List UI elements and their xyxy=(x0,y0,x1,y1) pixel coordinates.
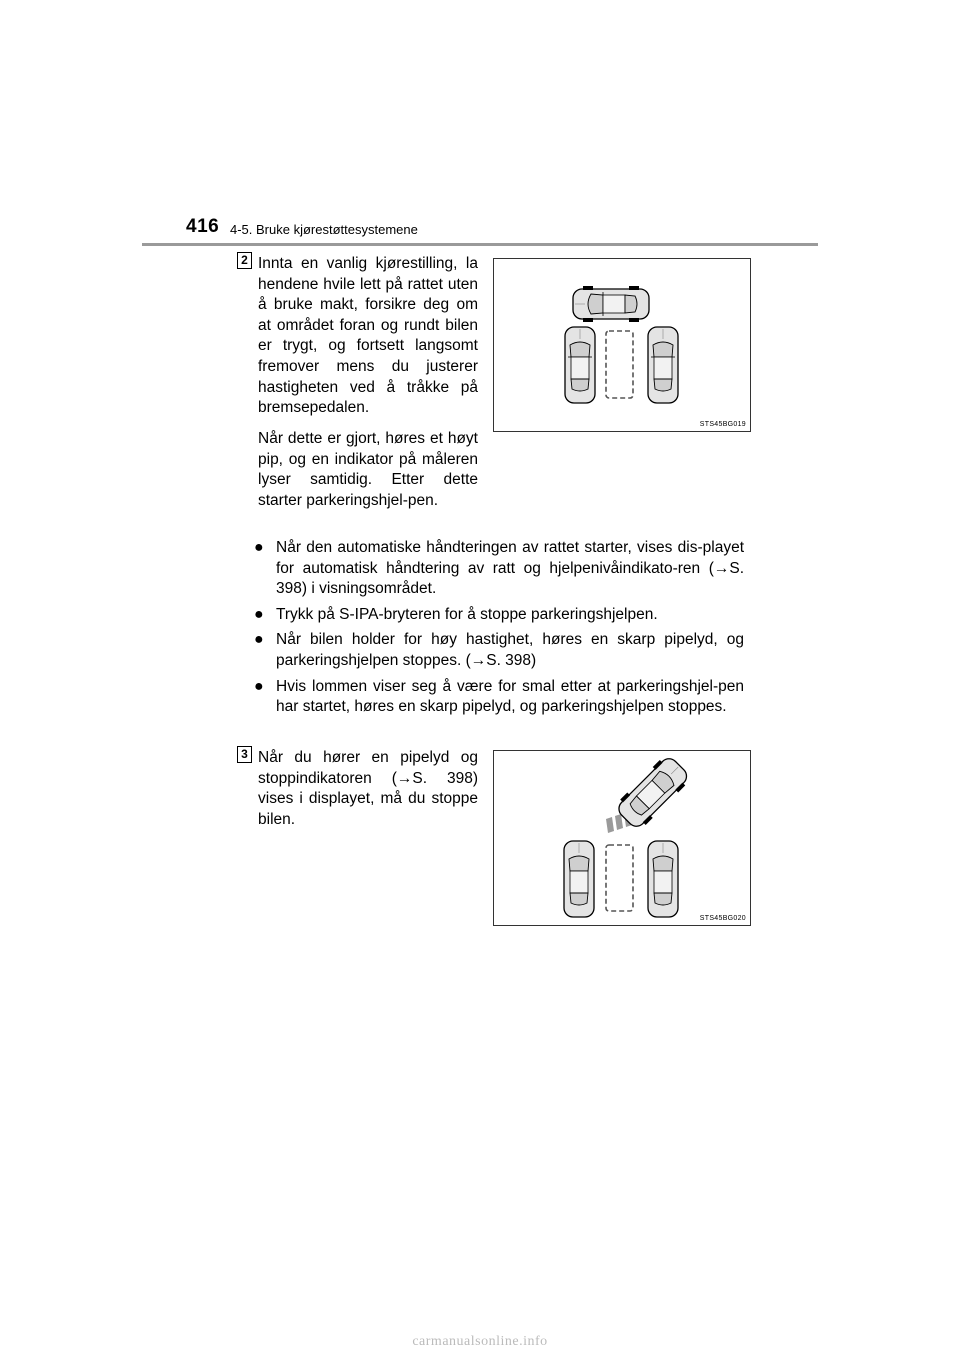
figure-label: STS45BG019 xyxy=(699,421,746,428)
step-2-text: Innta en vanlig kjørestilling, la hendene hvile lett på rattet uten å bruke makt, forsikre deg om at området foran og rundt bilen er trygt, og fortsett langsomt fremover mens du justerer hastigheten ved å tråkke på bremsepedalen. xyxy=(258,255,478,417)
figure-parking-step-2 xyxy=(493,258,751,432)
watermark: carmanualsonline.info xyxy=(412,1334,548,1349)
section-title: 4-5. Bruke kjørestøttesystemene xyxy=(230,222,418,237)
list-item: ● Hvis lommen viser seg å være for smal etter at parkeringshjel-pen har startet, høres en skarp pipelyd, og parkeringshjelpen stoppes. xyxy=(256,677,744,718)
list-item: ● Når bilen holder for høy hastighet, høres en skarp pipelyd, og parkeringshjelpen stoppes. (→S. 398) xyxy=(256,630,744,671)
own-car xyxy=(573,286,649,322)
parking-illustration-1 xyxy=(494,259,750,431)
step-2-result-text: Når dette er gjort, høres et høyt pip, og en indikator på måleren lyser samtidig. Etter dette starter parkeringshjel-pen. xyxy=(258,430,478,509)
parking-illustration-2 xyxy=(494,751,750,925)
info-bullet-list xyxy=(256,538,744,723)
header-divider xyxy=(142,243,818,246)
page-number: 416 xyxy=(186,216,220,237)
parked-car-left xyxy=(565,327,595,403)
step-3-text: Når du hører en pipelyd og stoppindikatoren (→S. 398) vises i displayet, må du stoppe bilen. xyxy=(258,749,478,828)
parked-car-left xyxy=(564,841,594,917)
own-car xyxy=(613,753,692,832)
parking-space xyxy=(606,845,633,911)
parking-space xyxy=(606,331,633,398)
parked-car-right xyxy=(648,841,678,917)
figure-parking-step-3 xyxy=(493,750,751,926)
step-3-badge: 3 xyxy=(237,746,252,763)
list-item: ● Når den automatiske håndteringen av rattet starter, vises dis-playet for automatisk håndtering av ratt og hjelpenivåindikato-ren (→S. 398) i visningsområdet. xyxy=(256,538,744,600)
figure-label: STS45BG020 xyxy=(699,915,746,922)
parked-car-right xyxy=(648,327,678,403)
list-item: ● Trykk på S-IPA-bryteren for å stoppe parkeringshjelpen. xyxy=(256,605,744,626)
step-2-badge: 2 xyxy=(237,252,252,269)
